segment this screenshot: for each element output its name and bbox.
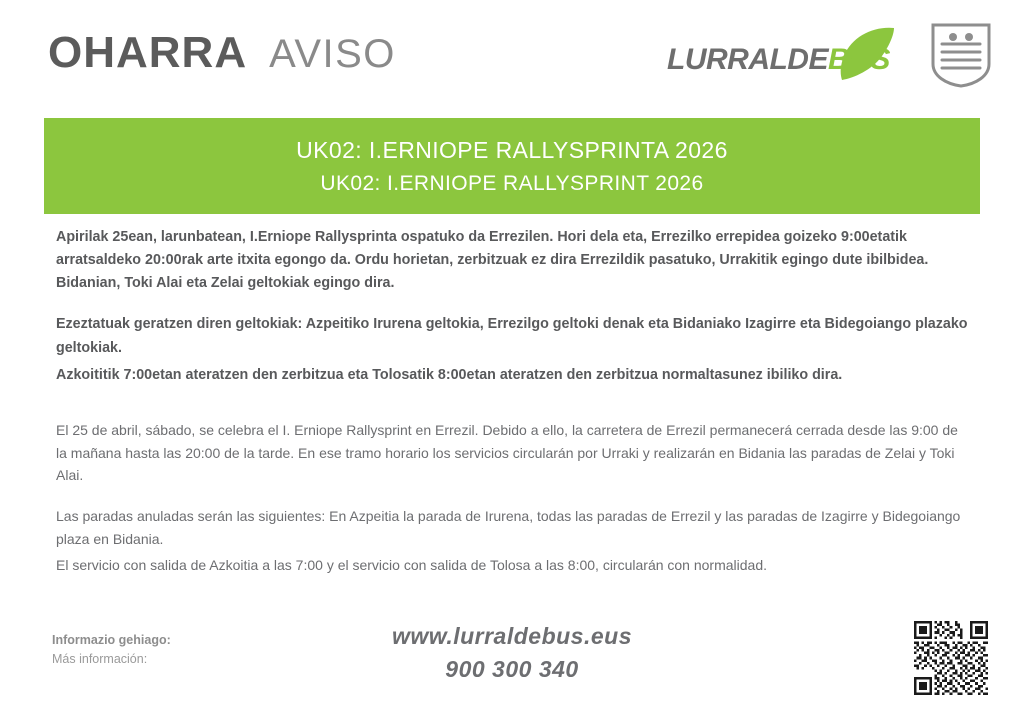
notice-body [56, 226, 972, 595]
notice-banner [44, 118, 980, 214]
gipuzkoa-coat-of-arms-icon [930, 22, 992, 88]
banner-title-spanish: UK02: I.ERNIOPE RALLYSPRINT 2026 [320, 171, 704, 195]
page-footer [0, 613, 1024, 723]
phone-number: 900 300 340 [445, 656, 579, 682]
section-divider [56, 405, 972, 419]
page-title-spanish: AVISO [269, 32, 396, 76]
qr-code-icon[interactable] [914, 621, 988, 695]
paragraph-basque-1: Apirilak 25ean, larunbatean, I.Erniope Rallysprinta ospatuko da Errezilen. Hori dela eta, Errezilko errepidea goizeko 9:00etatik arratsaldeko 20:00rak arte itxita egongo da. Ordu horietan, zerbitzuak ez dira Errezildik pasatuko, Urrakitik egingo dute ibilbidea. Bidanian, Toki Alai eta Zelai geltokiak egingo dira. [56, 229, 929, 292]
website-link[interactable]: www.lurraldebus.eus [392, 623, 632, 649]
paragraph-spanish-1: El 25 de abril, sábado, se celebra el I. Erniope Rallysprint en Errezil. Debido a ello, la carretera de Errezil permanecerá cerrada desde las 9:00 de la mañana hasta las 20:00 de la tarde. En ese tramo horario los servicios circularán por Urraki y realizarán en Bidania las paradas de Zelai y Toki Alai. [56, 421, 958, 484]
paragraph-spanish-3: El servicio con salida de Azkoitia a las 7:00 y el servicio con salida de Tolosa a las 8:00, circularán con normalidad. [56, 557, 768, 574]
more-info-spanish: Más información: [52, 651, 148, 666]
page-title [48, 28, 396, 78]
paragraph-spanish-2: Las paradas anuladas serán las siguientes: En Azpeitia la parada de Irurena, todas las paradas de Errezil y las paradas de Izagirre y Bidegoiango plaza en Bidania. [56, 507, 961, 547]
contact-block [0, 623, 1024, 683]
more-info-basque: Informazio gehiago: [52, 633, 171, 647]
page-header [0, 0, 1024, 110]
logo-text-bus: BUS [828, 43, 890, 76]
paragraph-basque-2: Ezeztatuak geratzen diren geltokiak: Azpeitiko Irurena geltokia, Errezilgo geltoki denak eta Bidaniako Izagirre eta Bidegoiango plazako geltokiak. [56, 316, 968, 356]
lurraldebus-logo [667, 26, 902, 88]
page-title-basque: OHARRA [48, 28, 248, 77]
paragraph-basque-3: Azkoititik 7:00etan ateratzen den zerbitzua eta Tolosatik 8:00etan ateratzen den zerbitzua normaltasunez ibiliko dira. [56, 366, 843, 383]
lurraldebus-wordmark [667, 43, 890, 77]
banner-title-basque: UK02: I.ERNIOPE RALLYSPRINTA 2026 [296, 136, 728, 163]
logo-text-lurralde: LURRALDE [667, 43, 828, 76]
